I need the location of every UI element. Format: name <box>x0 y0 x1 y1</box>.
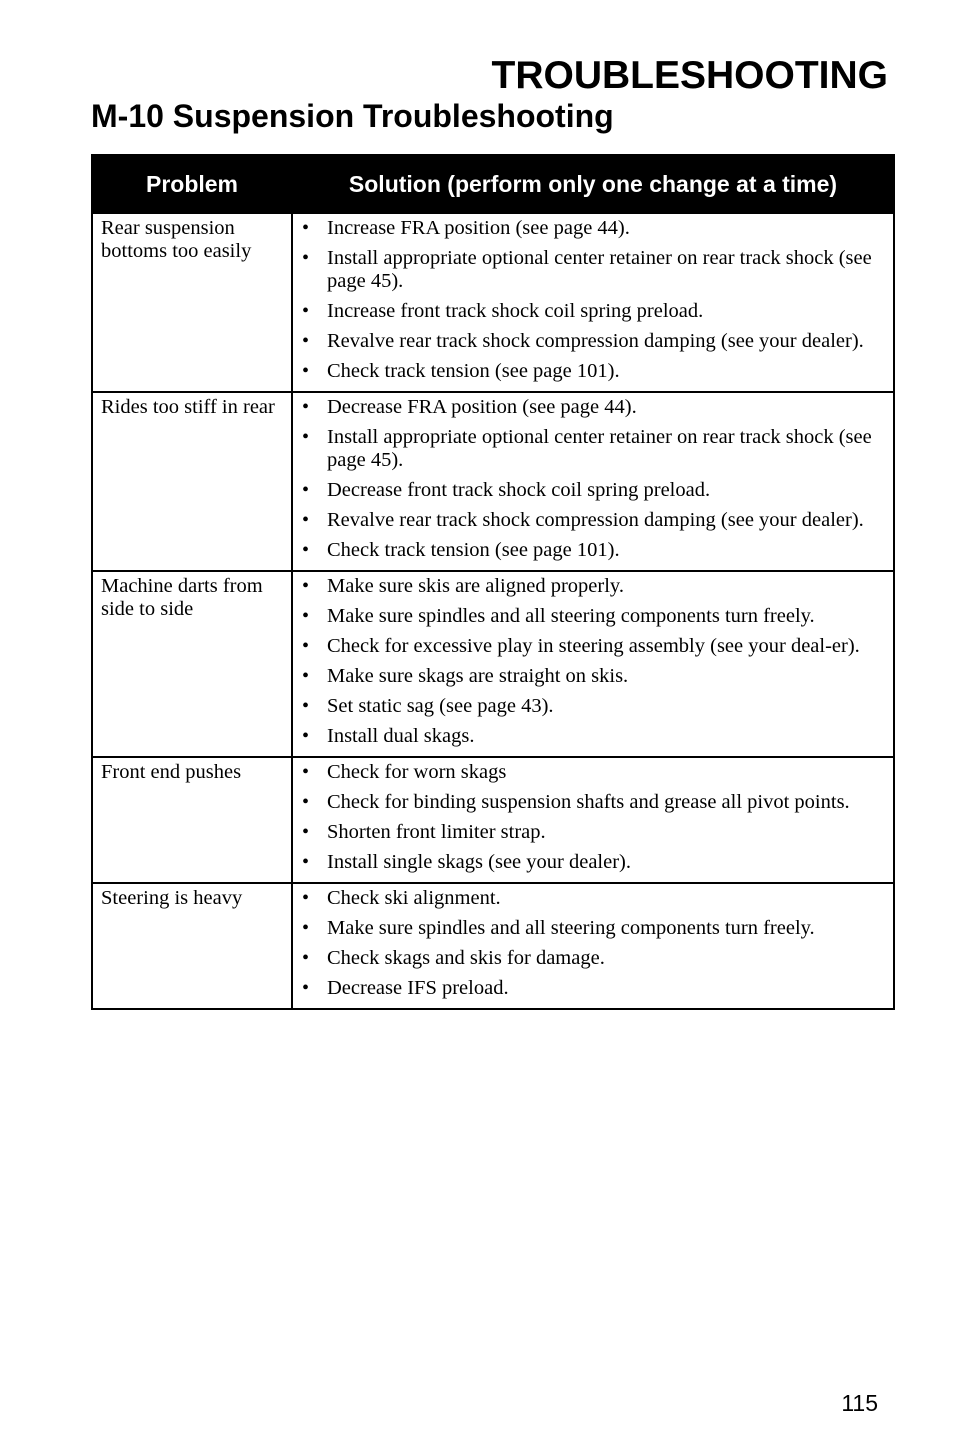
list-item <box>299 851 885 874</box>
list-item <box>299 947 885 970</box>
solution-text: Set static sag (see page 43). <box>327 695 554 717</box>
bullet-icon: • <box>302 330 310 352</box>
table-row <box>92 213 894 392</box>
solution-text: Check ski alignment. <box>327 887 501 909</box>
list-item <box>299 330 885 353</box>
solution-text: Revalve rear track shock compression damping (see your dealer). <box>327 330 864 352</box>
solution-list <box>299 575 885 748</box>
list-item <box>299 300 885 323</box>
list-item <box>299 575 885 598</box>
problem-cell: Front end pushes <box>92 757 292 883</box>
solution-text: Make sure skags are straight on skis. <box>327 665 629 687</box>
list-item <box>299 539 885 562</box>
list-item <box>299 360 885 383</box>
solution-text: Check for excessive play in steering assembly (see your deal-er). <box>327 635 860 657</box>
solution-text: Install appropriate optional center retainer on rear track shock (see page 45). <box>327 426 872 471</box>
section-title: TROUBLESHOOTING <box>491 54 888 97</box>
solution-cell <box>292 757 894 883</box>
solution-text: Make sure spindles and all steering components turn freely. <box>327 917 815 939</box>
table-row <box>92 883 894 1009</box>
list-item <box>299 247 885 293</box>
list-item <box>299 635 885 658</box>
bullet-icon: • <box>302 665 310 687</box>
bullet-icon: • <box>302 396 310 418</box>
header-problem: Problem <box>92 155 292 213</box>
bullet-icon: • <box>302 217 310 239</box>
solution-text: Check for binding suspension shafts and grease all pivot points. <box>327 791 850 813</box>
solution-text: Shorten front limiter strap. <box>327 821 546 843</box>
bullet-icon: • <box>302 947 310 969</box>
solution-cell <box>292 883 894 1009</box>
table-row <box>92 757 894 883</box>
solution-cell <box>292 571 894 757</box>
troubleshooting-table <box>91 154 895 1010</box>
list-item <box>299 725 885 748</box>
bullet-icon: • <box>302 426 310 448</box>
bullet-icon: • <box>302 479 310 501</box>
problem-cell: Machine darts from side to side <box>92 571 292 757</box>
solution-text: Check track tension (see page 101). <box>327 360 620 382</box>
solution-text: Decrease front track shock coil spring preload. <box>327 479 711 501</box>
bullet-icon: • <box>302 887 310 909</box>
solution-text: Increase front track shock coil spring preload. <box>327 300 704 322</box>
solution-text: Install appropriate optional center retainer on rear track shock (see page 45). <box>327 247 872 292</box>
solution-cell <box>292 213 894 392</box>
solution-cell <box>292 392 894 571</box>
bullet-icon: • <box>302 761 310 783</box>
bullet-icon: • <box>302 575 310 597</box>
bullet-icon: • <box>302 725 310 747</box>
solution-text: Make sure spindles and all steering components turn freely. <box>327 605 815 627</box>
list-item <box>299 396 885 419</box>
list-item <box>299 761 885 784</box>
list-item <box>299 426 885 472</box>
solution-text: Make sure skis are aligned properly. <box>327 575 624 597</box>
list-item <box>299 605 885 628</box>
solution-text: Revalve rear track shock compression damping (see your dealer). <box>327 509 864 531</box>
solution-list <box>299 761 885 874</box>
solution-list <box>299 887 885 1000</box>
list-item <box>299 665 885 688</box>
solution-text: Install single skags (see your dealer). <box>327 851 631 873</box>
solution-text: Check for worn skags <box>327 761 507 783</box>
bullet-icon: • <box>302 635 310 657</box>
list-item <box>299 695 885 718</box>
list-item <box>299 509 885 532</box>
table-row <box>92 392 894 571</box>
solution-text: Increase FRA position (see page 44). <box>327 217 630 239</box>
solution-list <box>299 217 885 383</box>
bullet-icon: • <box>302 977 310 999</box>
bullet-icon: • <box>302 605 310 627</box>
list-item <box>299 217 885 240</box>
bullet-icon: • <box>302 247 310 269</box>
page-number: 115 <box>841 1390 878 1416</box>
list-item <box>299 791 885 814</box>
solution-text: Check skags and skis for damage. <box>327 947 605 969</box>
list-item <box>299 479 885 502</box>
header-solution: Solution (perform only one change at a time) <box>292 155 894 213</box>
table-row <box>92 571 894 757</box>
problem-cell: Steering is heavy <box>92 883 292 1009</box>
solution-text: Decrease IFS preload. <box>327 977 509 999</box>
problem-cell: Rides too stiff in rear <box>92 392 292 571</box>
list-item <box>299 917 885 940</box>
bullet-icon: • <box>302 539 310 561</box>
solution-text: Install dual skags. <box>327 725 475 747</box>
table-header-row <box>92 155 894 213</box>
problem-cell: Rear suspension bottoms too easily <box>92 213 292 392</box>
bullet-icon: • <box>302 695 310 717</box>
bullet-icon: • <box>302 821 310 843</box>
list-item <box>299 887 885 910</box>
bullet-icon: • <box>302 509 310 531</box>
list-item <box>299 977 885 1000</box>
solution-text: Decrease FRA position (see page 44). <box>327 396 637 418</box>
bullet-icon: • <box>302 791 310 813</box>
bullet-icon: • <box>302 851 310 873</box>
bullet-icon: • <box>302 917 310 939</box>
bullet-icon: • <box>302 360 310 382</box>
bullet-icon: • <box>302 300 310 322</box>
solution-text: Check track tension (see page 101). <box>327 539 620 561</box>
list-item <box>299 821 885 844</box>
page-heading: M-10 Suspension Troubleshooting <box>91 98 614 134</box>
solution-list <box>299 396 885 562</box>
